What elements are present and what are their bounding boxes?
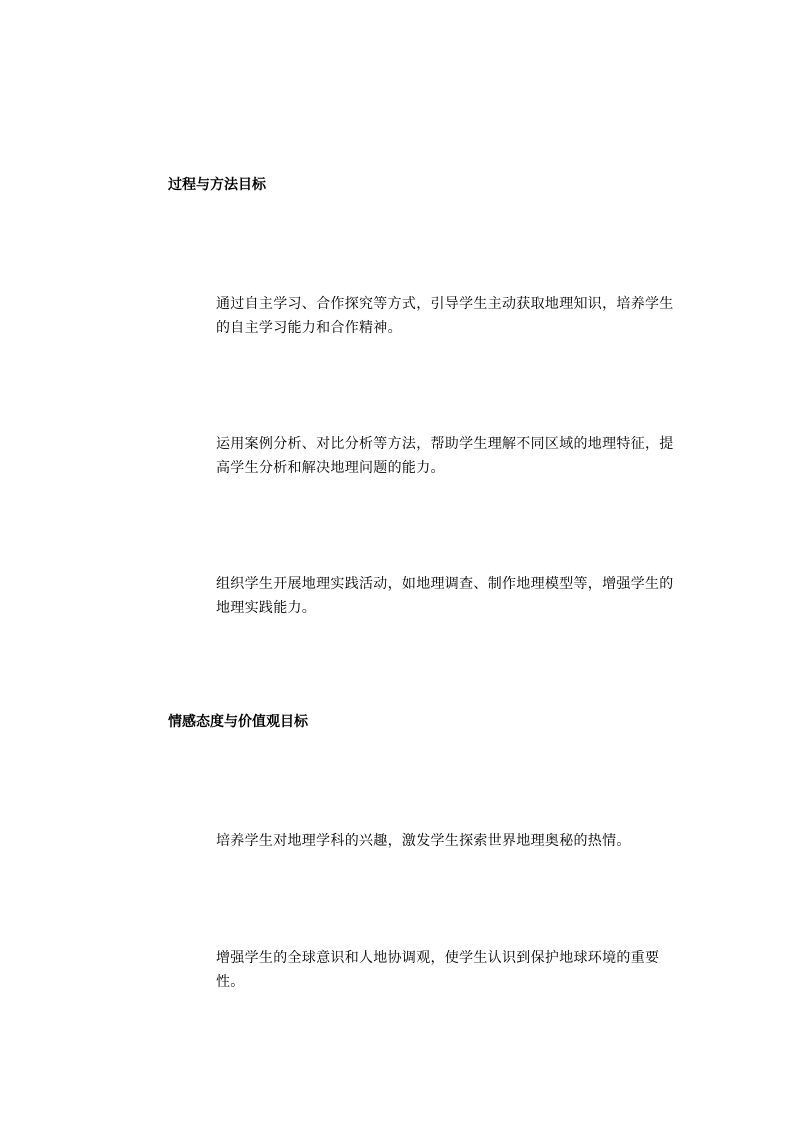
paragraph-case-analysis: 运用案例分析、对比分析等方法，帮助学生理解不同区域的地理特征，提高学生分析和解决地理问题的能力。 xyxy=(216,436,674,476)
paragraph-self-learning: 通过自主学习、合作探究等方式，引导学生主动获取地理知识，培养学生的自主学习能力和合作精神。 xyxy=(216,296,674,336)
section-heading-process-methods: 过程与方法目标 xyxy=(168,177,266,193)
paragraph-practice-activities: 组织学生开展地理实践活动，如地理调查、制作地理模型等，增强学生的地理实践能力。 xyxy=(216,576,674,616)
paragraph-global-awareness: 增强学生的全球意识和人地协调观，使学生认识到保护地球环境的重要性。 xyxy=(216,950,660,990)
paragraph-interest: 培养学生对地理学科的兴趣，激发学生探索世界地理奥秘的热情。 xyxy=(216,833,631,849)
section-heading-emotion-values: 情感态度与价值观目标 xyxy=(168,714,308,730)
